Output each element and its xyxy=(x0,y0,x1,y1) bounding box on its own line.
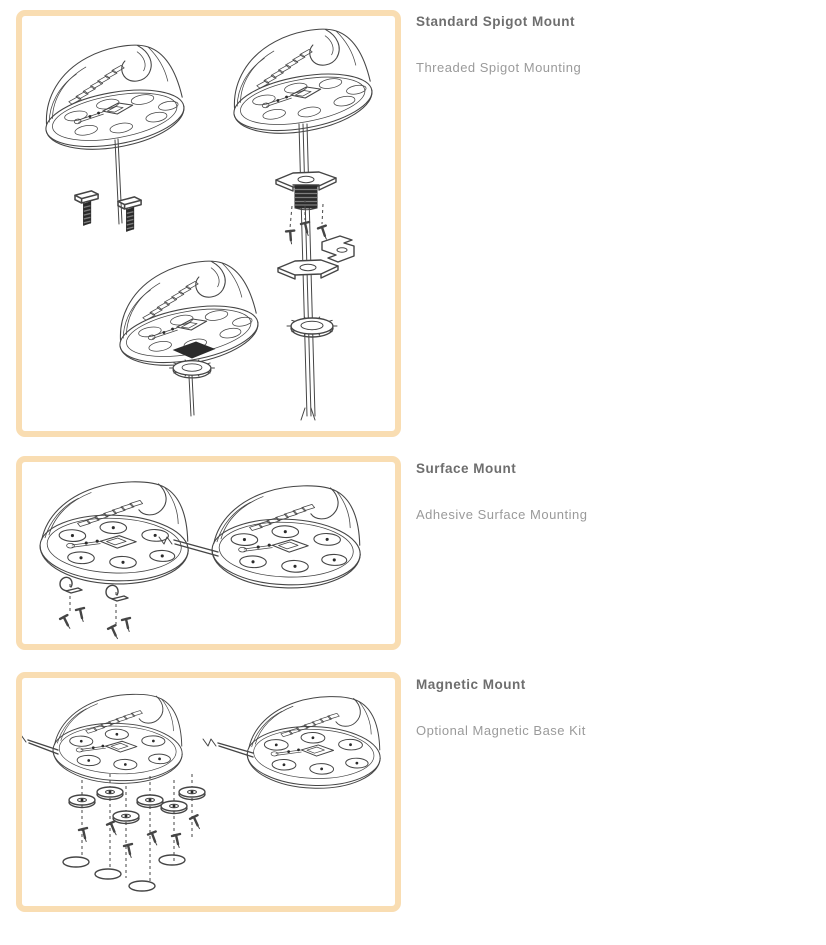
lock-nut xyxy=(287,317,337,337)
antenna-unit-with-cable xyxy=(203,694,382,791)
antenna-unit-with-magnets xyxy=(22,691,205,891)
cable-clip xyxy=(106,585,128,601)
screw xyxy=(124,844,132,858)
section-subtitle: Adhesive Surface Mounting xyxy=(416,507,588,522)
magnet-washer xyxy=(179,787,205,800)
threaded-bolt xyxy=(75,191,98,225)
antenna-unit-with-clips xyxy=(39,479,191,641)
magnet-washer xyxy=(69,795,95,808)
magnetic-base-kit-illustration xyxy=(22,678,395,906)
magnetic-mount-panel xyxy=(16,672,401,912)
magnet-washer xyxy=(113,811,139,824)
section-magnetic-mount xyxy=(416,676,806,739)
antenna-unit-with-nut xyxy=(108,253,263,416)
surface-mount-panel xyxy=(16,456,401,650)
cable-end xyxy=(301,408,315,420)
screw xyxy=(79,828,87,842)
screw xyxy=(122,618,130,632)
adhesive-surface-mounting-illustration xyxy=(22,462,395,644)
cable-break xyxy=(203,739,216,746)
cable-break xyxy=(159,537,172,544)
screw xyxy=(190,815,201,830)
section-title: Magnetic Mount xyxy=(416,677,526,692)
standard-spigot-mount-panel xyxy=(16,10,401,437)
cable xyxy=(174,540,218,556)
mounting-bracket xyxy=(322,236,354,262)
section-standard-spigot-mount xyxy=(416,13,806,76)
cable-clip xyxy=(60,577,82,593)
section-title: Standard Spigot Mount xyxy=(416,14,575,29)
threaded-spigot xyxy=(293,185,319,210)
section-title: Surface Mount xyxy=(416,461,517,476)
screw xyxy=(318,226,327,240)
cable-break xyxy=(22,735,26,742)
magnet-disc xyxy=(63,857,89,867)
section-subtitle: Threaded Spigot Mounting xyxy=(416,60,582,75)
magnet-washer xyxy=(161,801,187,814)
screw xyxy=(284,229,294,243)
section-surface-mount xyxy=(416,460,806,523)
antenna-unit-with-cable xyxy=(159,483,363,591)
screw xyxy=(172,834,180,848)
screw xyxy=(148,831,158,845)
screw xyxy=(60,615,71,630)
screw xyxy=(107,821,117,836)
antenna-unit-spigot-assembly xyxy=(222,21,377,420)
threaded-spigot-mounting-illustration xyxy=(22,16,395,431)
cable xyxy=(115,139,122,224)
magnet-washer xyxy=(137,795,163,808)
antenna-unit xyxy=(34,37,189,231)
cable xyxy=(189,375,194,416)
mounting-plate xyxy=(278,260,338,279)
magnet-disc xyxy=(129,881,155,891)
magnet-disc xyxy=(95,869,121,879)
screw xyxy=(108,625,119,640)
section-subtitle: Optional Magnetic Base Kit xyxy=(416,723,586,738)
magnet-disc xyxy=(159,855,185,865)
magnet-washer xyxy=(97,787,123,800)
screw xyxy=(76,608,84,622)
